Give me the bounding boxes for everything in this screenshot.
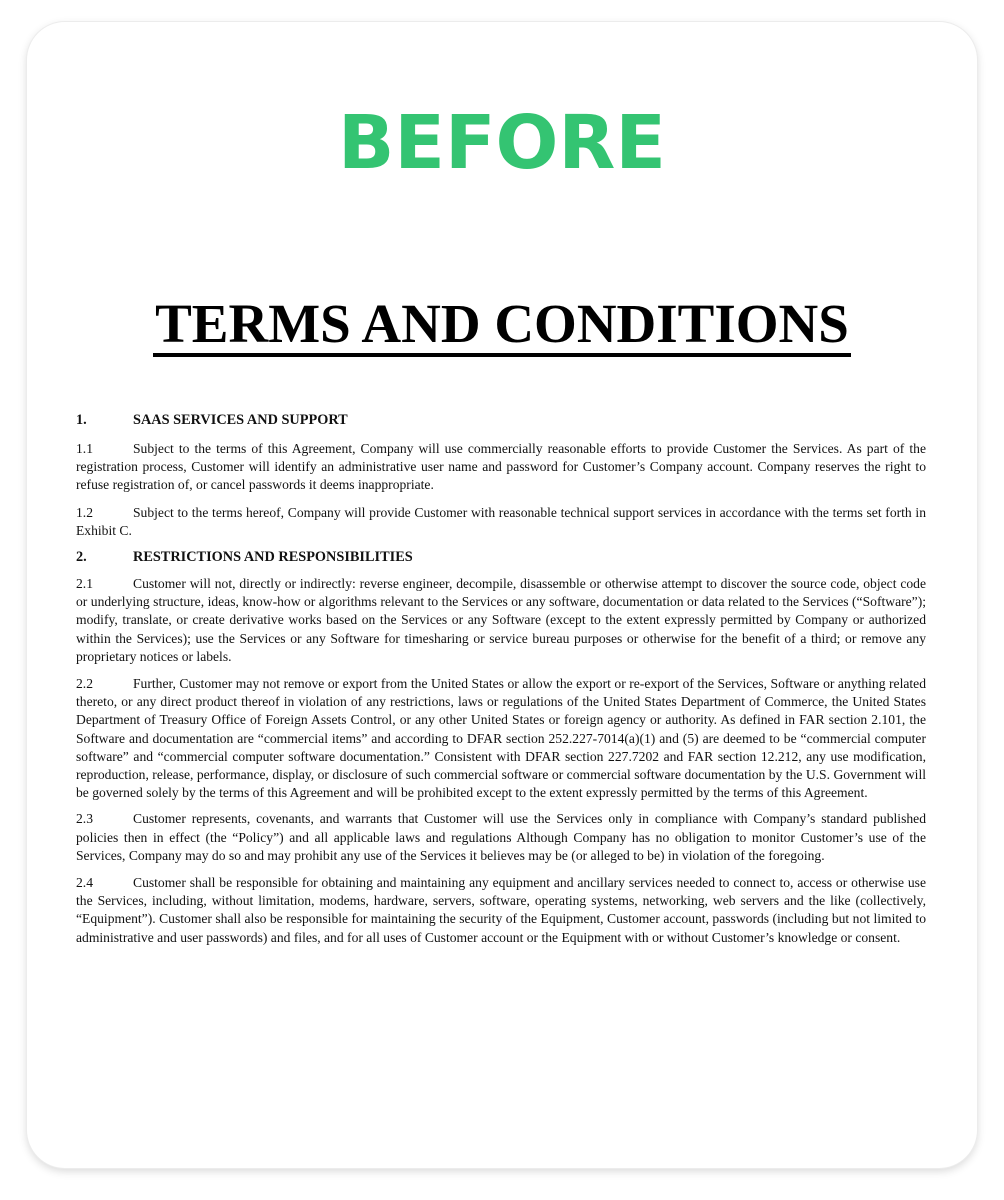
clause-number: 1.2: [76, 504, 93, 520]
document-title: [27, 292, 977, 357]
clause-number: 2.3: [76, 811, 93, 827]
section-heading: [76, 410, 926, 430]
clause-text: Subject to the terms of this Agreement, Company will use commercially reasonable efforts to provide Customer the Services. As part of the registration process, Customer will identify an administrative user name and password for Customer’s Company account. Company reserves the right to refuse registration of, or cancel passwords it deems inappropriate.: [76, 441, 926, 493]
clause-number: 2.1: [76, 576, 93, 592]
clause-paragraph: [76, 440, 926, 495]
clause-text: Customer shall be responsible for obtaining and maintaining any equipment and ancillary services needed to connect to, access or otherwise use the Services, including, without limitation, modems, hardware, servers, software, operating systems, networking, web servers and the like (collectively, “Equipment”). Customer shall also be responsible for maintaining the security of the Equipment, Customer account, passwords (including but not limited to administrative and user passwords) and files, and for all uses of Customer account or the Equipment with or without Customer’s knowledge or consent.: [76, 875, 926, 945]
document-title-text: TERMS AND CONDITIONS: [153, 295, 851, 357]
clause-text: Further, Customer may not remove or export from the United States or allow the export or re-export of the Services, Software or anything related thereto, or any direct product thereof in violation of any restrictions, laws or regulations of the United States Department of Commerce, the United States Department of Treasury Office of Foreign Assets Control, or any other United States or foreign agency or authority. As defined in FAR section 2.101, the Software and documentation are “commercial items” and according to DFAR section 252.227-7014(a)(1) and (5) are deemed to be “commercial computer software” and “commercial computer software documentation.” Consistent with DFAR section 227.7202 and FAR section 12.212, any use modification, reproduction, release, performance, display, or disclosure of such commercial software or commercial software documentation by the U.S. Government will be governed solely by the terms of this Agreement and will be prohibited except to the extent expressly permitted by the terms of this Agreement.: [76, 676, 926, 801]
clause-paragraph: [76, 675, 926, 802]
clause-number: 2.2: [76, 676, 93, 692]
clause-text: Customer represents, covenants, and warrants that Customer will use the Services only in compliance with Company’s standard published policies then in effect (the “Policy”) and all applicable laws and regulations Although Company has no obligation to monitor Customer’s use of the Services, Company may do so and may prohibit any use of the Services it believes may be (or alleged to be) in violation of the foregoing.: [76, 811, 926, 863]
document-card: [27, 22, 977, 1168]
clause-number: 2.4: [76, 875, 93, 891]
section-number: 2.: [76, 549, 87, 566]
clause-paragraph: [76, 874, 926, 947]
clause-paragraph: [76, 810, 926, 865]
clause-number: 1.1: [76, 441, 93, 456]
section-title: SAAS SERVICES AND SUPPORT: [133, 412, 348, 428]
section-heading: [76, 547, 926, 567]
before-label: BEFORE: [338, 100, 666, 186]
section-title: RESTRICTIONS AND RESPONSIBILITIES: [133, 549, 413, 566]
clause-paragraph: [76, 504, 926, 540]
section-number: 1.: [76, 412, 87, 428]
document-body: [76, 410, 926, 947]
clause-text: Customer will not, directly or indirectly: reverse engineer, decompile, disassemble or otherwise attempt to discover the source code, object code or underlying structure, ideas, know-how or algorithms relevant to the Services or any software, documentation or data related to the Services (“Software”); modify, translate, or create derivative works based on the Services or any Software (except to the extent expressly permitted by Company or authorized within the Services); use the Services or any Software for timesharing or service bureau purposes or otherwise for the benefit of a third; or remove any proprietary notices or labels.: [76, 576, 926, 664]
clause-text: Subject to the terms hereof, Company will provide Customer with reasonable technical support services in accordance with the terms set forth in Exhibit C.: [76, 504, 926, 538]
clause-paragraph: [76, 575, 926, 666]
